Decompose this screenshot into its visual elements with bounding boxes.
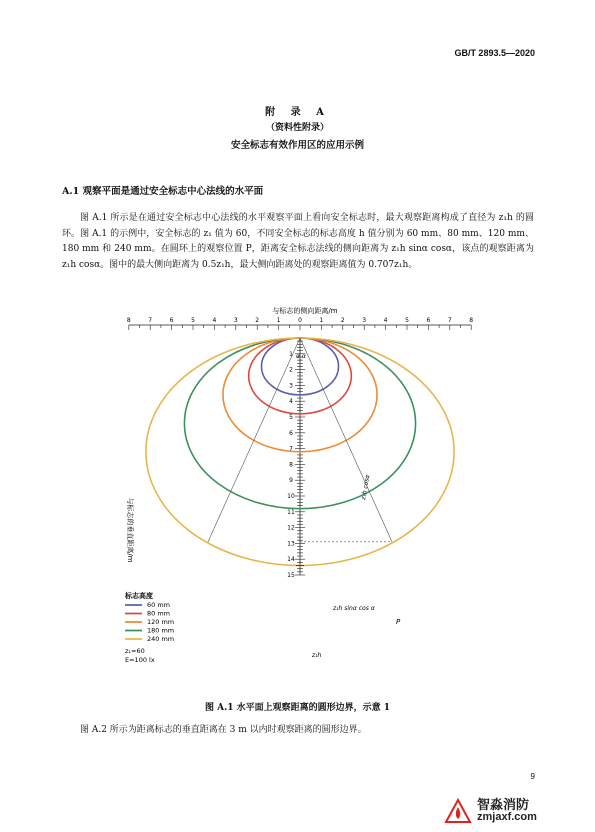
paragraph-1: 图 A.1 所示是在通过安全标志中心法线的水平观察平面上看向安全标志时，最大观察距离构成了直径为 z₁h 的圆环。图 A.1 的示例中，安全标志的 z₁ 值为 60，不同安全标志的标志高度 h 值分别为 60 mm、80 mm、120 mm、180 mm 和 240 mm。在圆环上的观察位置 P，距离安全标志法线的侧向距离为 z₁h sinα cosα，该点的观察距离为 z₁h cosα。图中的最大侧向距离为 0.5z₁h，最大侧向距离处的观察距离值为 0.707z₁h。 <box>62 213 534 270</box>
param-e: E=100 lx <box>125 656 155 664</box>
y-tick-label: 9 <box>289 477 293 485</box>
figure-a1 <box>100 300 500 695</box>
standard-code: GB/T 2893.5—2020 <box>454 48 535 58</box>
y-tick-label: 14 <box>287 556 295 564</box>
annex-name: 安全标志有效作用区的应用示例 <box>230 140 364 151</box>
legend-label: 180 mm <box>147 626 175 635</box>
legend-label: 120 mm <box>147 618 175 626</box>
y-tick-label: 5 <box>289 414 293 421</box>
y-tick-label: 13 <box>287 540 295 548</box>
annot-z1h: z₁h <box>312 652 322 659</box>
y-tick-label: 1 <box>289 350 293 358</box>
y-axis-title: 与标志的垂直距离/m <box>126 497 134 563</box>
x-tick-label: 6 <box>426 317 431 324</box>
y-tick-label: 2 <box>289 366 293 374</box>
figure-caption: 图 A.1 水平面上观察距离的圆形边界，示意 1 <box>204 703 391 713</box>
annex-subtitle: （资料性附录） <box>265 123 329 133</box>
legend <box>124 591 174 664</box>
x-tick-label: 4 <box>212 317 217 324</box>
x-tick-label: 8 <box>469 317 474 324</box>
x-tick-label: 6 <box>169 317 174 324</box>
watermark-logo <box>441 794 573 828</box>
section-heading: A.1 观察平面是通过安全标志中心法线的水平面 <box>62 186 264 197</box>
y-tick-label: 11 <box>287 508 295 516</box>
annot-p: P <box>396 618 401 626</box>
x-tick-label: 8 <box>126 317 131 324</box>
annot-sincos: z₁h sinα cos α <box>333 605 375 612</box>
annex-title: 附 录 A <box>265 107 330 118</box>
x-tick-label: 2 <box>255 317 260 324</box>
alpha-label: α α <box>296 353 306 360</box>
x-axis <box>127 317 473 330</box>
y-tick-label: 12 <box>287 524 295 532</box>
legend-title: 标志高度 <box>125 592 153 600</box>
page-number: 9 <box>530 772 535 781</box>
annot-cos: z₁h cosα <box>360 474 372 501</box>
y-tick-label: 7 <box>289 445 293 453</box>
x-tick-label: 2 <box>340 317 345 324</box>
watermark-url: zmjaxf.com <box>477 811 537 823</box>
watermark-name: 智淼消防 <box>477 797 530 812</box>
y-tick-label: 15 <box>287 572 295 579</box>
y-axis <box>287 338 305 579</box>
legend-label: 80 mm <box>147 609 171 618</box>
flame-logo-icon <box>443 798 473 824</box>
y-tick-label: 4 <box>289 398 293 406</box>
x-tick-label: 3 <box>362 317 367 324</box>
param-z1: z₁=60 <box>125 647 145 655</box>
y-tick-label: 8 <box>289 461 293 469</box>
x-tick-label: 4 <box>383 317 388 324</box>
legend-label: 60 mm <box>147 601 171 609</box>
x-tick-label: 3 <box>233 317 238 324</box>
x-tick-label: 5 <box>191 317 195 324</box>
x-axis-title: 与标志的侧向距离/m <box>272 307 338 315</box>
x-tick-label: 5 <box>405 317 409 324</box>
x-tick-label: 1 <box>319 317 324 324</box>
y-tick-label: 3 <box>289 382 293 390</box>
x-tick-label: 1 <box>276 317 281 324</box>
sight-line-right <box>300 338 392 542</box>
legend-label: 240 mm <box>147 635 175 643</box>
paragraph-2: 图 A.2 所示为距离标志的垂直距离在 3 m 以内时观察距离的圆形边界。 <box>80 725 367 735</box>
y-tick-label: 6 <box>289 429 293 437</box>
x-tick-label: 7 <box>447 317 452 324</box>
x-tick-label: 7 <box>148 317 153 324</box>
x-tick-label: 0 <box>298 317 302 324</box>
y-tick-label: 10 <box>287 493 295 500</box>
